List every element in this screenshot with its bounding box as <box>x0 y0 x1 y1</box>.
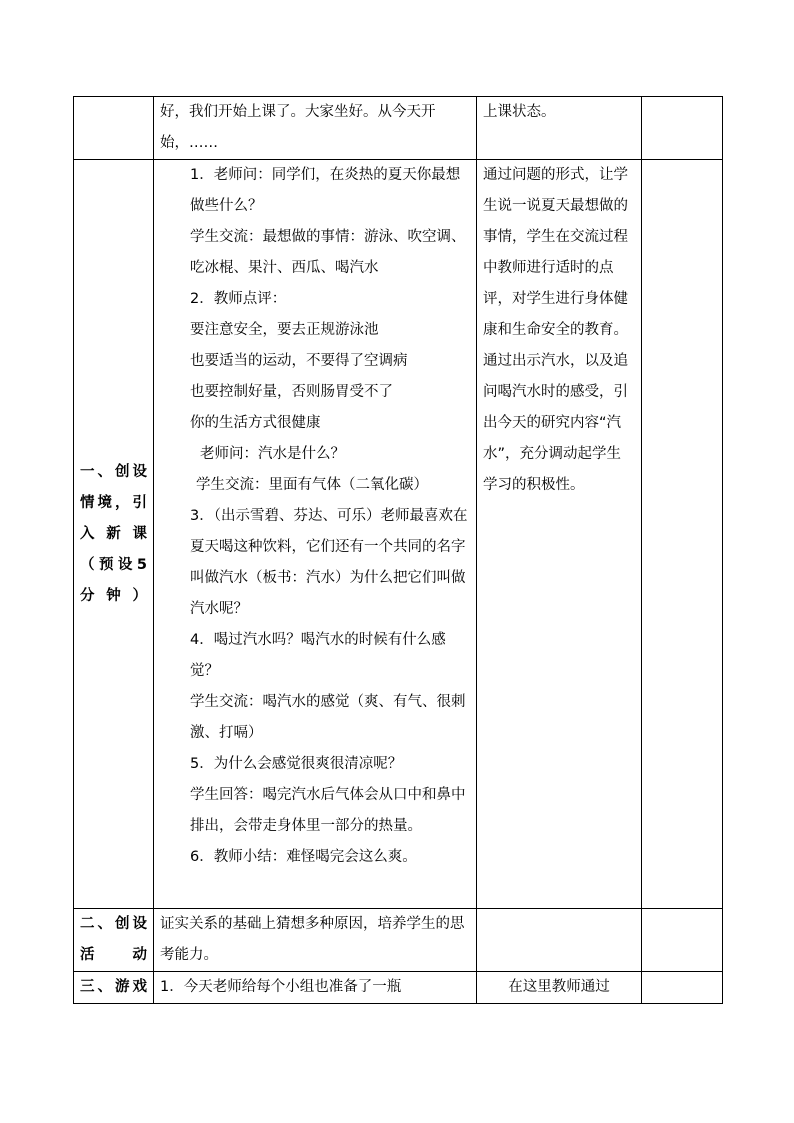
content-cell: 证实关系的基础上猜想多种原因，培养学生的思考能力。 <box>154 909 477 972</box>
content-paragraph: 学生交流：喝汽水的感觉（爽、有气、很刺激、打嗝） <box>190 694 466 741</box>
content-paragraph: 6．教师小结：难怪喝完会这么爽。 <box>190 849 417 865</box>
content-paragraph: 也要控制好量，否则肠胃受不了 <box>190 384 393 400</box>
lesson-plan-table <box>73 96 723 1004</box>
purpose-cell: 在这里教师通过 <box>477 972 642 1004</box>
notes-cell <box>642 909 723 972</box>
stage-cell <box>74 97 154 160</box>
content-paragraph: 学生交流：里面有气体（二氧化碳） <box>196 477 428 493</box>
stage-cell: 三、游戏 <box>74 972 154 1004</box>
content-paragraph: 老师问：汽水是什么？ <box>200 446 345 462</box>
content-paragraph: 2．教师点评： <box>190 291 287 307</box>
content-paragraph: 4．喝过汽水吗？喝汽水的时候有什么感觉？ <box>190 632 446 679</box>
content-paragraph: 学生回答：喝完汽水后气体会从口中和鼻中排出，会带走身体里一部分的热量。 <box>190 787 466 834</box>
content-cell: 1．今天老师给每个小组也准备了一瓶 <box>154 972 477 1004</box>
table-row <box>74 160 723 909</box>
notes-cell <box>642 160 723 909</box>
stage-cell: 一、创设情境，引入新课（预设5分钟） <box>74 160 154 909</box>
content-paragraph: 5．为什么会感觉很爽很清凉呢？ <box>190 756 403 772</box>
purpose-cell <box>477 160 642 909</box>
purpose-paragraph: 通过出示汽水，以及追问喝汽水时的感受，引出今天的研究内容“汽水”，充分调动起学生学习的积极性。 <box>483 353 628 493</box>
purpose-cell <box>477 909 642 972</box>
notes-cell <box>642 97 723 160</box>
table-row <box>74 97 723 160</box>
purpose-paragraph: 通过问题的形式，让学生说一说夏天最想做的事情，学生在交流过程中教师进行适时的点评，对学生进行身体健康和生命安全的教育。 <box>483 167 628 338</box>
content-paragraph: 3．（出示雪碧、芬达、可乐）老师最喜欢在夏天喝这种饮料，它们还有一个共同的名字叫做汽水（板书：汽水）为什么把它们叫做汽水呢？ <box>190 508 468 617</box>
content-paragraph: 学生交流：最想做的事情：游泳、吹空调、吃冰棍、果汁、西瓜、喝汽水 <box>190 229 466 276</box>
table-row <box>74 909 723 972</box>
notes-cell <box>642 972 723 1004</box>
content-paragraph: 你的生活方式很健康 <box>190 415 321 431</box>
purpose-cell: 上课状态。 <box>477 97 642 160</box>
table-row <box>74 972 723 1004</box>
stage-cell: 二、创设活动 <box>74 909 154 972</box>
content-cell <box>154 97 477 160</box>
content-paragraph: 好，我们开始上课了。大家坐好。从今天开始，…… <box>160 104 436 151</box>
content-paragraph: 也要适当的运动，不要得了空调病 <box>190 353 408 369</box>
content-cell <box>154 160 477 909</box>
content-paragraph: 要注意安全，要去正规游泳池 <box>190 322 379 338</box>
content-paragraph: 1．老师问：同学们，在炎热的夏天你最想做些什么？ <box>190 167 461 214</box>
